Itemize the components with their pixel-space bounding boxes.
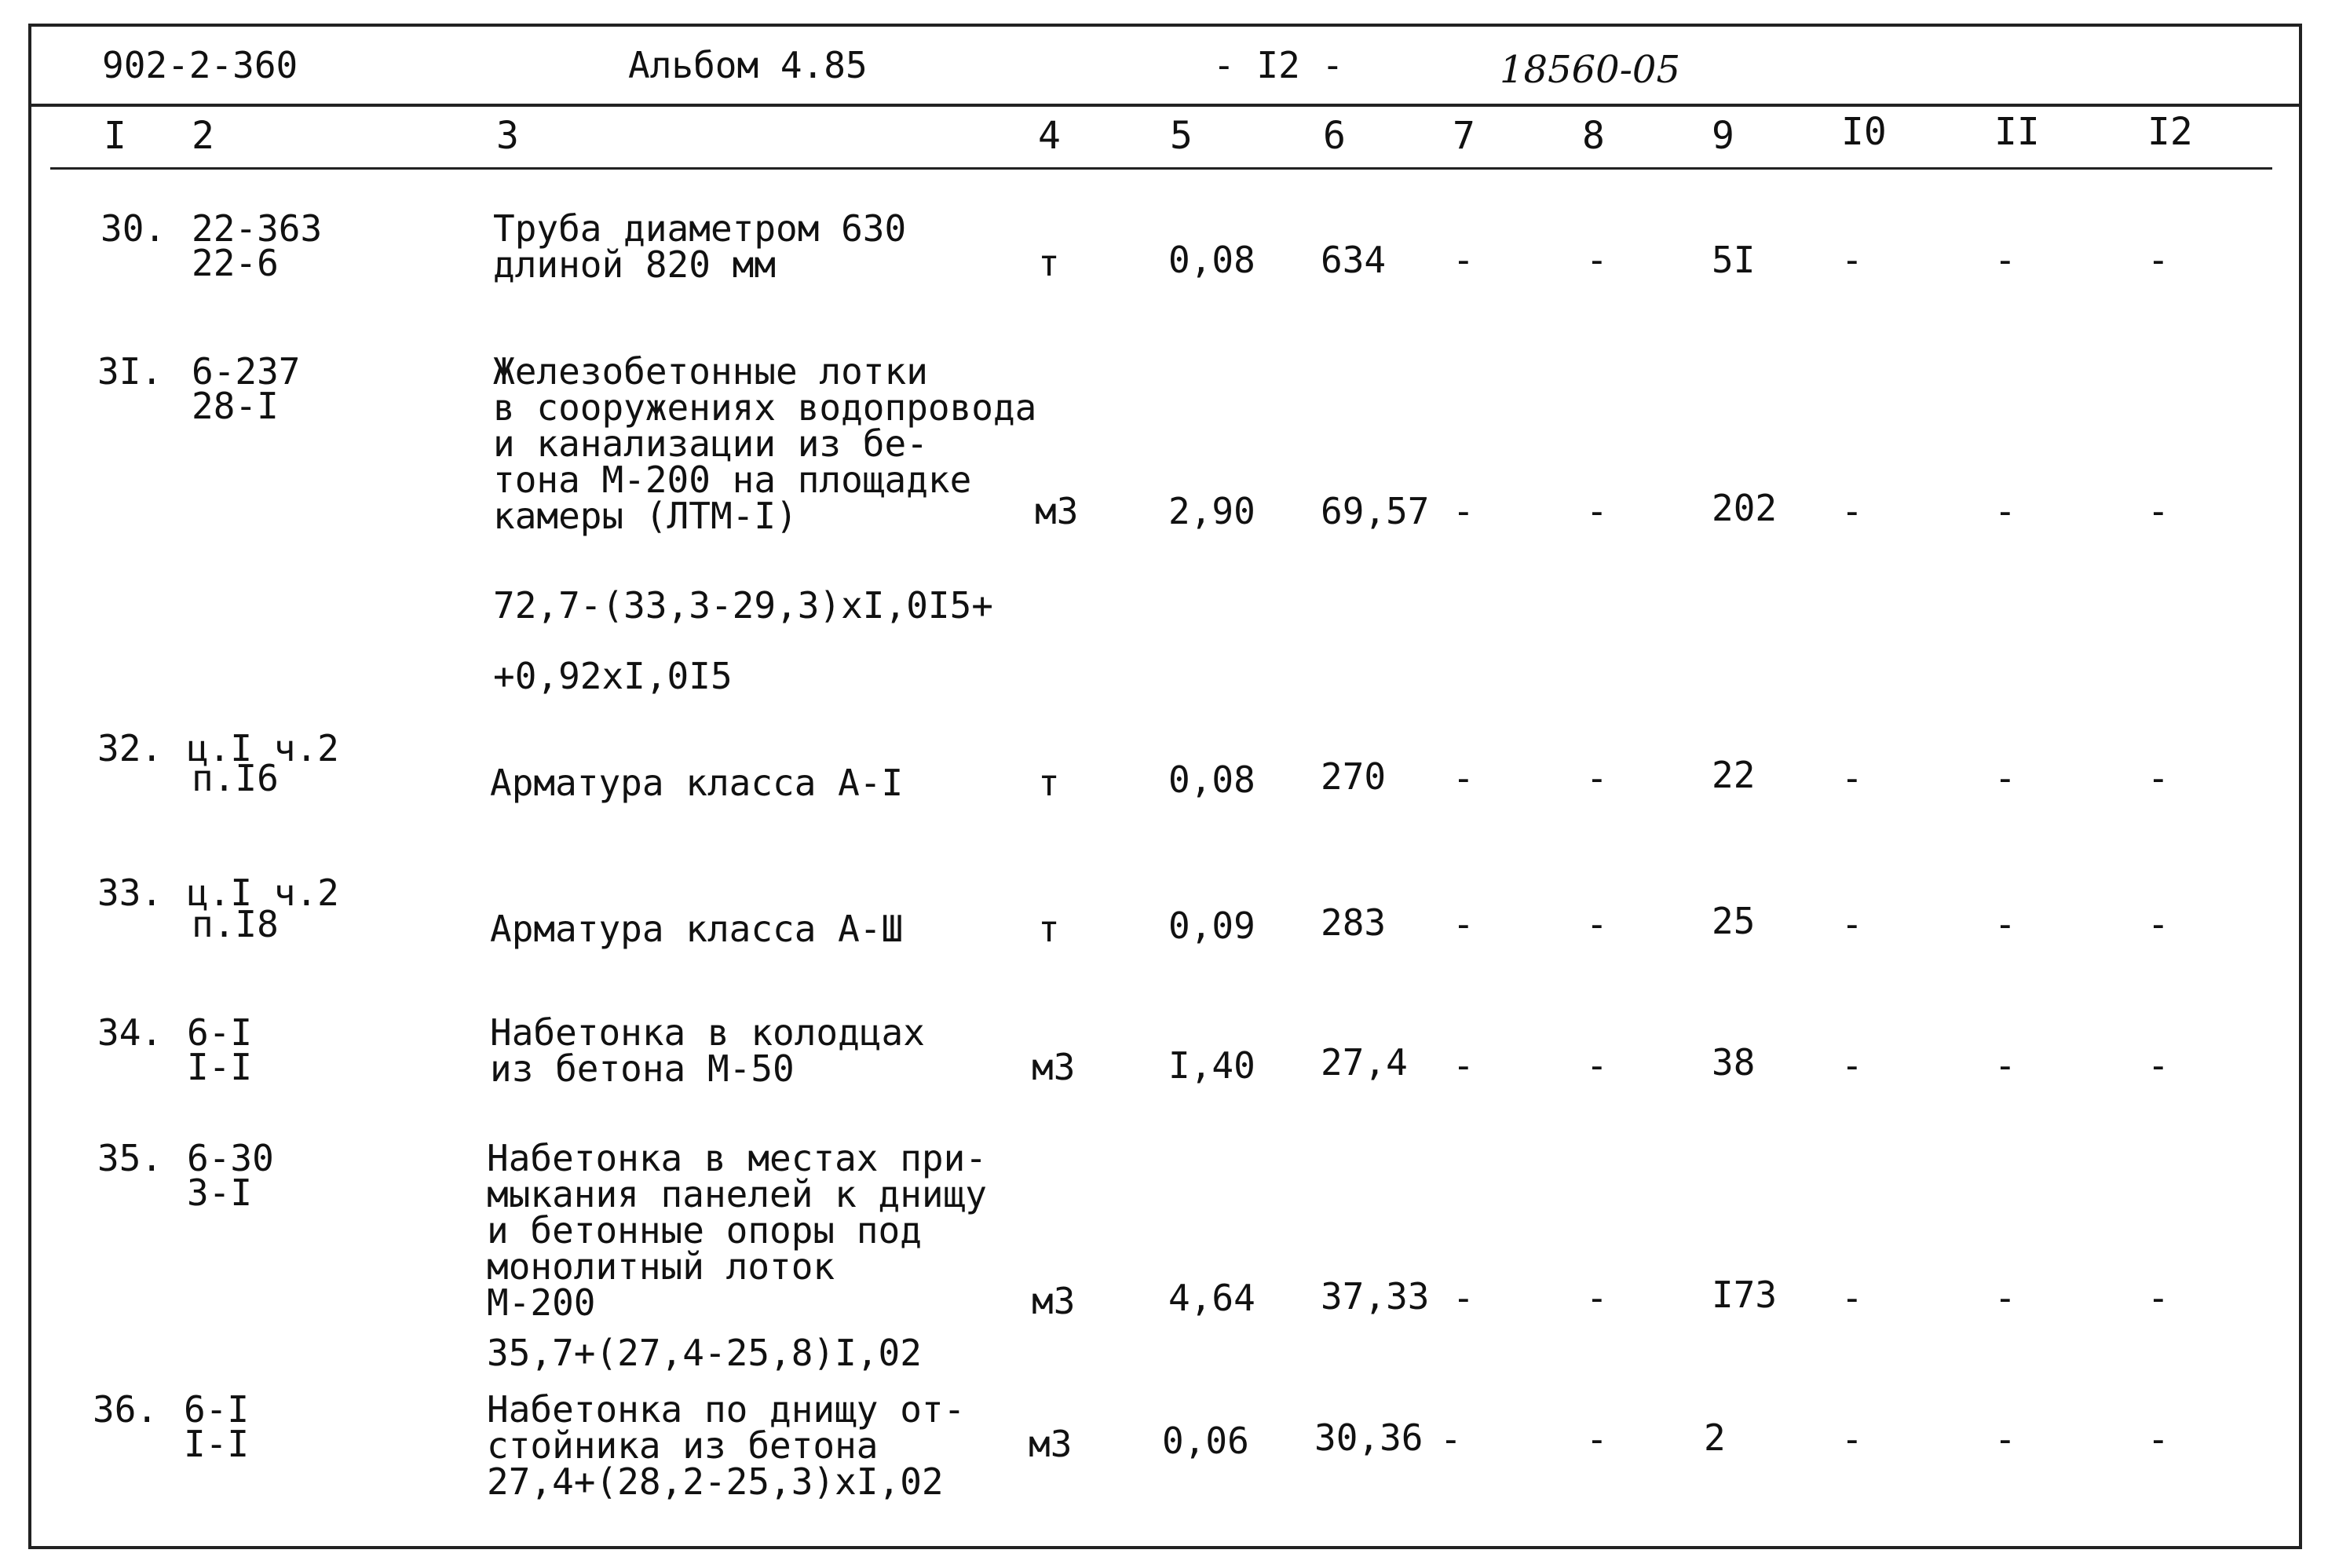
col8-value: - bbox=[1586, 1044, 1608, 1087]
col12-value: - bbox=[2147, 1418, 2169, 1460]
unit: т bbox=[1038, 242, 1060, 284]
row-number: 33. bbox=[97, 872, 163, 914]
unit: т bbox=[1038, 762, 1060, 804]
col8-value: - bbox=[1586, 1277, 1608, 1319]
unit: т bbox=[1038, 908, 1060, 950]
col11-value: - bbox=[1994, 757, 2016, 799]
quantity: 2,90 bbox=[1168, 490, 1255, 532]
col9-value: I73 bbox=[1712, 1274, 1778, 1316]
col-header-11: II bbox=[1994, 110, 2040, 154]
col12-value: - bbox=[2147, 903, 2169, 945]
row-number: 35. bbox=[97, 1137, 163, 1179]
col10-value: - bbox=[1841, 903, 1863, 945]
col-header-12: I2 bbox=[2147, 110, 2193, 154]
unit-price: 270 bbox=[1321, 755, 1387, 798]
work-description: Железобетонные лотки в сооружениях водопровода и канализации из бе- тона М-200 на площадке камеры (ЛТМ-I) bbox=[493, 350, 1037, 537]
col12-value: - bbox=[2147, 239, 2169, 281]
col-header-8: 8 bbox=[1582, 114, 1605, 158]
work-description: Арматура класса А-I bbox=[490, 762, 904, 804]
col11-value: - bbox=[1994, 1418, 2016, 1460]
work-description: Арматура класса А-Ш bbox=[490, 908, 904, 950]
unit-price: 69,57 bbox=[1321, 490, 1430, 532]
row-number: 32. bbox=[97, 727, 163, 769]
col-header-5: 5 bbox=[1170, 114, 1193, 158]
quantity: 0,08 bbox=[1168, 239, 1255, 281]
col10-value: - bbox=[1841, 1418, 1863, 1460]
col12-value: - bbox=[2147, 1277, 2169, 1319]
col10-value: - bbox=[1841, 1277, 1863, 1319]
unit: м3 bbox=[1032, 1280, 1076, 1322]
norm-code-line1: ц.I ч.2 bbox=[187, 727, 339, 769]
col7-value: - bbox=[1453, 1044, 1475, 1087]
col7-value: - bbox=[1453, 490, 1475, 532]
document-frame bbox=[28, 24, 2302, 1549]
norm-code-line2: 28-I bbox=[192, 385, 279, 427]
col7-value: - bbox=[1440, 1418, 1462, 1460]
work-description: Набетонка в местах при- мыкания панелей к днищу и бетонные опоры под монолитный лоток М-200 bbox=[487, 1137, 987, 1324]
norm-code-line2: I-I bbox=[184, 1423, 250, 1465]
work-description: Набетонка по днищу от- стойника из бетона 27,4+(28,2-25,3)xI,02 bbox=[487, 1388, 966, 1503]
col10-value: - bbox=[1841, 1044, 1863, 1087]
col10-value: - bbox=[1841, 490, 1863, 532]
col11-value: - bbox=[1994, 1044, 2016, 1087]
unit-price: 283 bbox=[1321, 901, 1387, 944]
quantity: 0,06 bbox=[1162, 1420, 1249, 1462]
row-number: 3I. bbox=[97, 350, 163, 393]
work-description: Труба диаметром 630 длиной 820 мм bbox=[493, 207, 907, 286]
norm-code-line2: I-I bbox=[187, 1046, 253, 1088]
unit: м3 bbox=[1032, 1046, 1076, 1088]
unit: м3 bbox=[1035, 490, 1079, 532]
page-number: - I2 - bbox=[1213, 44, 1344, 86]
quantity: 4,64 bbox=[1168, 1277, 1255, 1319]
work-description: Набетонка в колодцах из бетона М-50 bbox=[490, 1011, 925, 1090]
unit-price: 634 bbox=[1321, 239, 1387, 281]
col9-value: 38 bbox=[1712, 1041, 1756, 1084]
norm-code-line2: 3-I bbox=[187, 1171, 253, 1214]
col10-value: - bbox=[1841, 239, 1863, 281]
norm-code-line1: 6-I bbox=[187, 1011, 253, 1054]
col12-value: - bbox=[2147, 1044, 2169, 1087]
norm-code-line1: ц.I ч.2 bbox=[187, 872, 339, 914]
col12-value: - bbox=[2147, 490, 2169, 532]
row-number: 34. bbox=[97, 1011, 163, 1054]
col7-value: - bbox=[1453, 903, 1475, 945]
col-header-10: I0 bbox=[1841, 110, 1887, 154]
norm-code-line1: 6-237 bbox=[192, 350, 301, 393]
col-header-4: 4 bbox=[1038, 114, 1061, 158]
col9-value: 2 bbox=[1704, 1416, 1726, 1459]
col7-value: - bbox=[1453, 1277, 1475, 1319]
col12-value: - bbox=[2147, 757, 2169, 799]
col8-value: - bbox=[1586, 239, 1608, 281]
inventory-number: 18560-05 bbox=[1500, 48, 1680, 92]
norm-code-line1: 6-30 bbox=[187, 1137, 274, 1179]
doc-code: 902-2-360 bbox=[102, 44, 298, 86]
col7-value: - bbox=[1453, 239, 1475, 281]
row-number: 36. bbox=[93, 1388, 159, 1431]
col11-value: - bbox=[1994, 239, 2016, 281]
norm-code-line2: 22-6 bbox=[192, 242, 279, 284]
col-header-2: 2 bbox=[192, 114, 214, 158]
col11-value: - bbox=[1994, 490, 2016, 532]
norm-code-line2: п.I6 bbox=[192, 757, 279, 799]
col-header-6: 6 bbox=[1323, 114, 1346, 158]
album-label: Альбом 4.85 bbox=[628, 44, 868, 86]
col11-value: - bbox=[1994, 1277, 2016, 1319]
quantity: I,40 bbox=[1168, 1044, 1255, 1087]
unit-price: 30,36 bbox=[1314, 1416, 1423, 1459]
col-header-9: 9 bbox=[1712, 114, 1734, 158]
col7-value: - bbox=[1453, 757, 1475, 799]
calc-formula: 35,7+(27,4-25,8)I,02 bbox=[487, 1332, 922, 1374]
row-number: 30. bbox=[101, 207, 166, 250]
header-divider bbox=[28, 104, 2299, 107]
col-header-3: 3 bbox=[496, 114, 519, 158]
col8-value: - bbox=[1586, 757, 1608, 799]
col9-value: 5I bbox=[1712, 239, 1756, 281]
col8-value: - bbox=[1586, 1418, 1608, 1460]
quantity: 0,09 bbox=[1168, 905, 1255, 947]
col9-value: 202 bbox=[1712, 487, 1778, 529]
col11-value: - bbox=[1994, 903, 2016, 945]
col-header-7: 7 bbox=[1453, 114, 1475, 158]
norm-code-line2: п.I8 bbox=[192, 903, 279, 945]
col10-value: - bbox=[1841, 757, 1863, 799]
column-header-divider bbox=[50, 167, 2272, 170]
unit: м3 bbox=[1029, 1423, 1073, 1465]
norm-code-line1: 6-I bbox=[184, 1388, 250, 1431]
quantity: 0,08 bbox=[1168, 758, 1255, 801]
calc-formula: 72,7-(33,3-29,3)xI,0I5+ +0,92xI,0I5 bbox=[493, 584, 993, 697]
unit-price: 27,4 bbox=[1321, 1041, 1408, 1084]
col-header-1: I bbox=[104, 114, 126, 158]
col9-value: 25 bbox=[1712, 900, 1756, 942]
col8-value: - bbox=[1586, 903, 1608, 945]
unit-price: 37,33 bbox=[1321, 1275, 1430, 1318]
col8-value: - bbox=[1586, 490, 1608, 532]
norm-code-line1: 22-363 bbox=[192, 207, 323, 250]
col9-value: 22 bbox=[1712, 754, 1756, 796]
